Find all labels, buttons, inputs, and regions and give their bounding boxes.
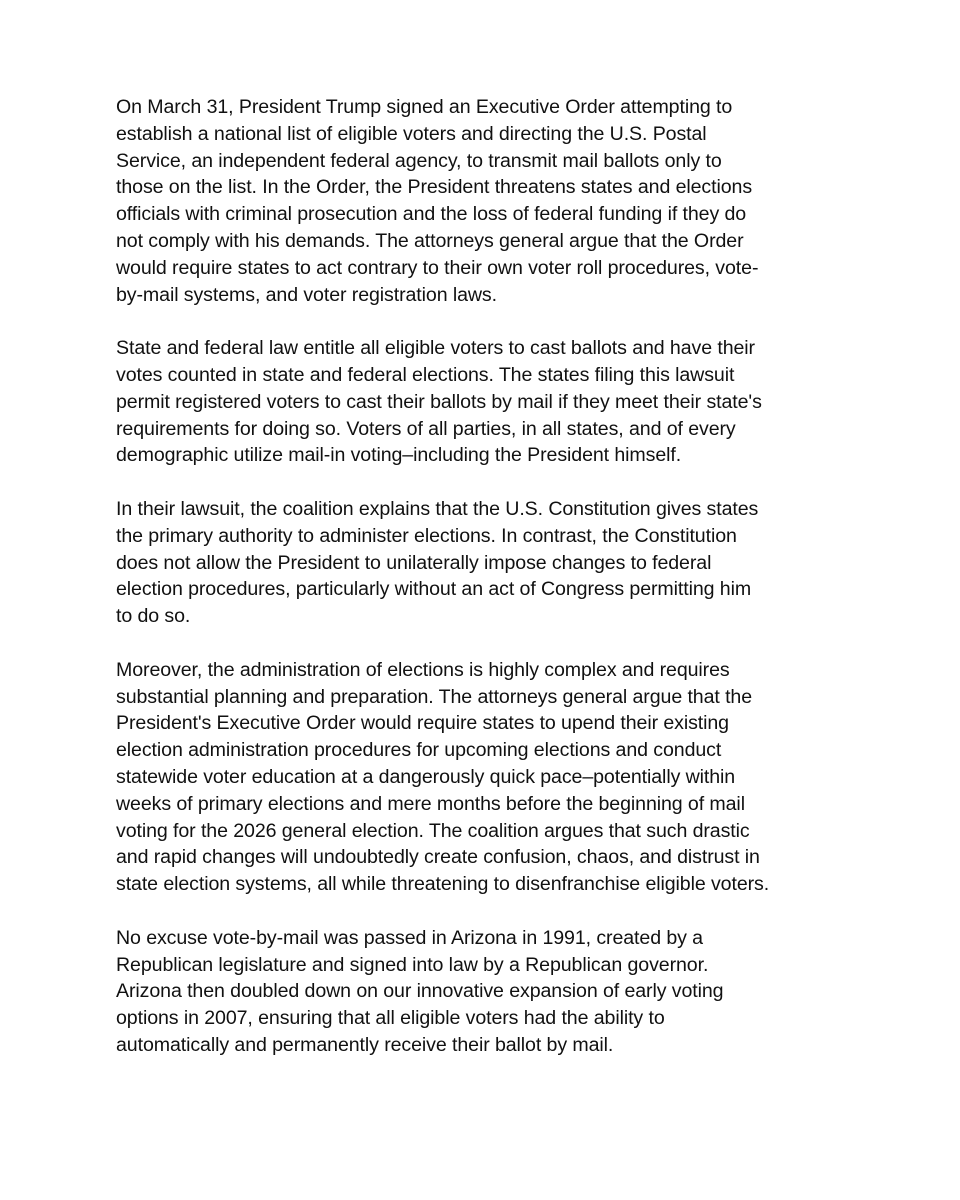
text-line: to do so.: [116, 605, 191, 628]
text-line: voting for the 2026 general election. The coalition argues that such drastic: [116, 819, 750, 842]
text-line: State and federal law entitle all eligible voters to cast ballots and have their: [116, 337, 755, 360]
text-line: and rapid changes will undoubtedly create confusion, chaos, and distrust in: [116, 846, 760, 869]
text-line: options in 2007, ensuring that all eligible voters had the ability to: [116, 1007, 665, 1030]
text-line: votes counted in state and federal elections. The states filing this lawsuit: [116, 363, 735, 386]
paragraph: [116, 94, 916, 308]
paragraph: [116, 925, 916, 1059]
text-line: would require states to act contrary to their own voter roll procedures, vote-: [116, 256, 759, 279]
text-line: state election systems, all while threatening to disenfranchise eligible voters.: [116, 873, 770, 896]
paragraph: [116, 657, 916, 898]
text-line: In their lawsuit, the coalition explains that the U.S. Constitution gives states: [116, 497, 759, 520]
text-line: President's Executive Order would require states to upend their existing: [116, 712, 729, 735]
text-line: does not allow the President to unilaterally impose changes to federal: [116, 551, 712, 574]
text-line: weeks of primary elections and mere months before the beginning of mail: [116, 792, 745, 815]
document-body: [116, 94, 916, 1085]
text-line: No excuse vote-by-mail was passed in Arizona in 1991, created by a: [116, 926, 703, 949]
text-line: Arizona then doubled down on our innovative expansion of early voting: [116, 980, 724, 1003]
text-line: by-mail systems, and voter registration laws.: [116, 283, 497, 306]
text-line: establish a national list of eligible voters and directing the U.S. Postal: [116, 122, 707, 145]
text-line: statewide voter education at a dangerously quick pace–potentially within: [116, 765, 736, 788]
text-line: not comply with his demands. The attorneys general argue that the Order: [116, 229, 744, 252]
text-line: substantial planning and preparation. The attorneys general argue that the: [116, 685, 753, 708]
text-line: election procedures, particularly without an act of Congress permitting him: [116, 578, 752, 601]
text-line: election administration procedures for upcoming elections and conduct: [116, 739, 722, 762]
text-line: Republican legislature and signed into law by a Republican governor.: [116, 953, 709, 976]
text-line: automatically and permanently receive their ballot by mail.: [116, 1033, 614, 1056]
text-line: demographic utilize mail-in voting–including the President himself.: [116, 444, 682, 467]
text-line: permit registered voters to cast their ballots by mail if they meet their state's: [116, 390, 762, 413]
text-line: requirements for doing so. Voters of all parties, in all states, and of every: [116, 417, 736, 440]
paragraph: [116, 335, 916, 469]
text-line: the primary authority to administer elections. In contrast, the Constitution: [116, 524, 737, 547]
paragraph: [116, 496, 916, 630]
text-line: Service, an independent federal agency, to transmit mail ballots only to: [116, 149, 722, 172]
text-line: those on the list. In the Order, the President threatens states and elections: [116, 176, 753, 199]
text-line: On March 31, President Trump signed an Executive Order attempting to: [116, 96, 733, 118]
text-line: Moreover, the administration of elections is highly complex and requires: [116, 658, 730, 681]
text-line: officials with criminal prosecution and the loss of federal funding if they do: [116, 203, 747, 226]
